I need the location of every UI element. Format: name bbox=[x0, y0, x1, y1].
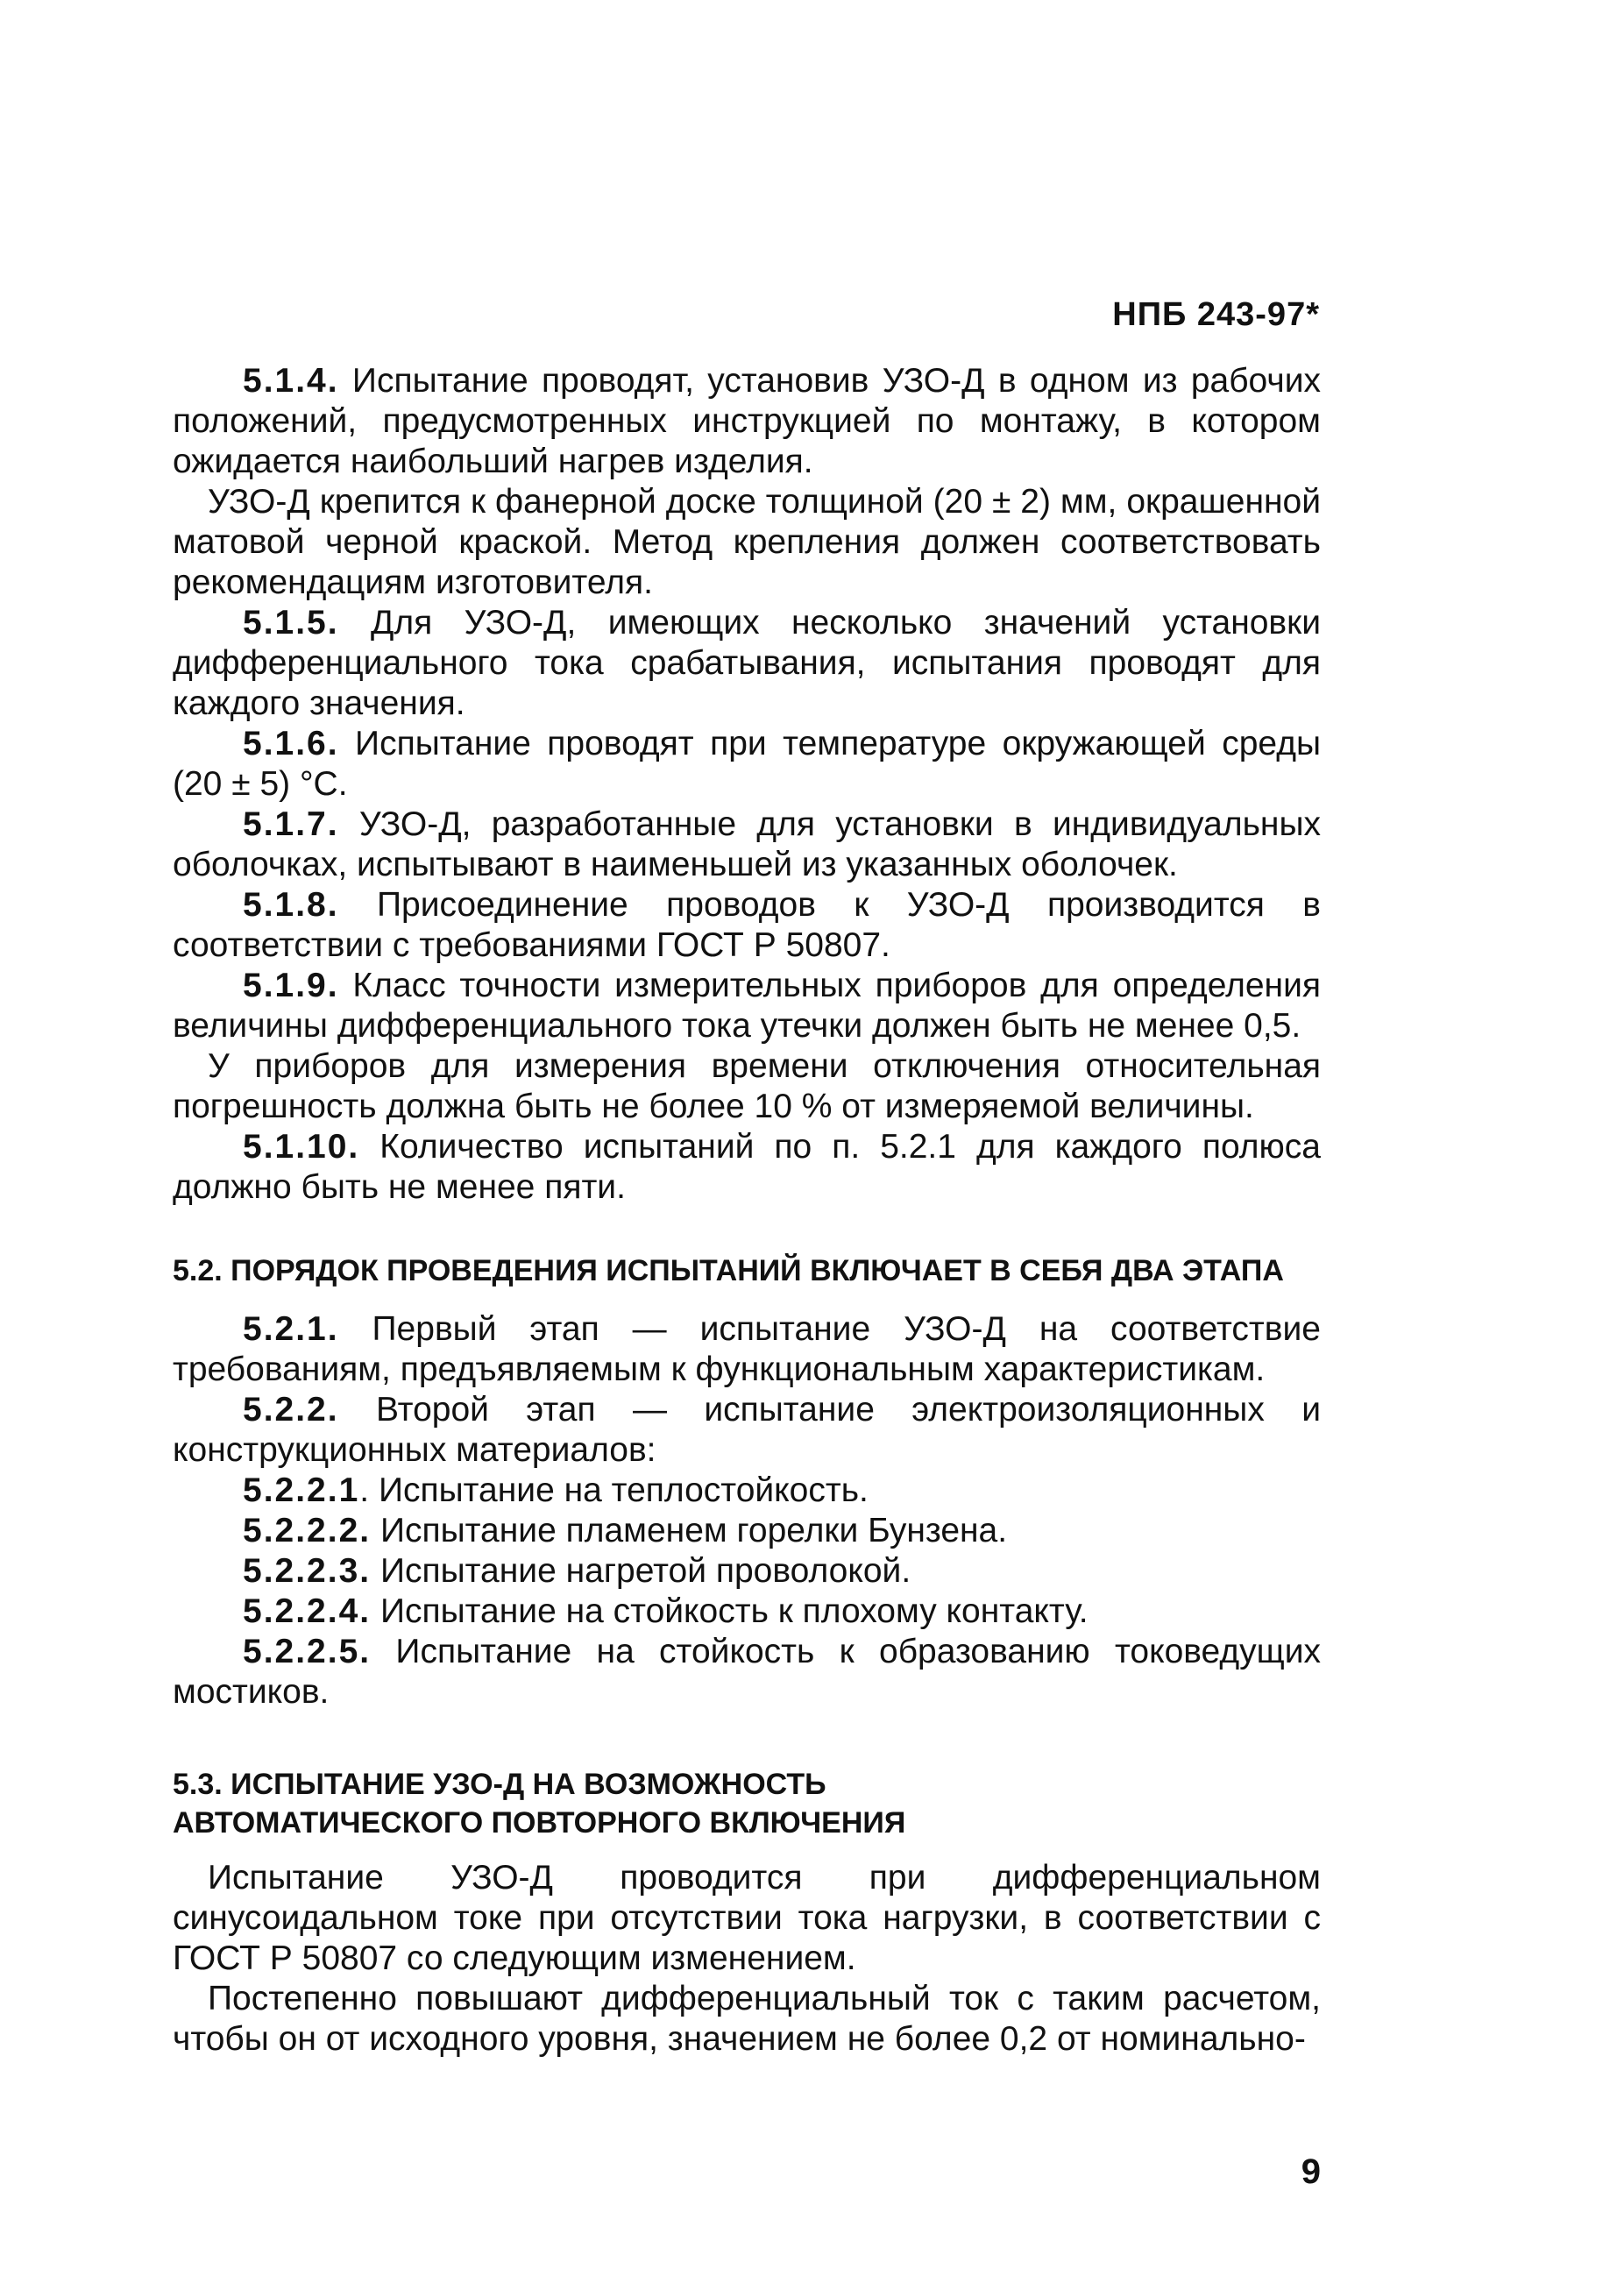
paragraph-5-1-8 bbox=[173, 885, 1321, 966]
clause-number: 5.2.2.5. bbox=[243, 1633, 372, 1670]
paragraph-5-1-10 bbox=[173, 1127, 1321, 1208]
paragraph-text: У приборов для измерения времени отключения относительная погрешность должна быть не более 10 % от измеряемой величины. bbox=[173, 1047, 1321, 1125]
paragraph-text: Присоединение проводов к УЗО-Д производится в соответствии с требованиями ГОСТ Р 50807. bbox=[173, 886, 1321, 964]
paragraph-text: Испытание нагретой проволокой. bbox=[371, 1552, 911, 1590]
paragraph-text: Второй этап — испытание электроизоляционных и конструкционных материалов: bbox=[173, 1391, 1321, 1469]
clause-number: 5.2.2. bbox=[243, 1391, 339, 1429]
paragraph-5-3-intro: Испытание УЗО-Д проводится при дифференциальном синусоидальном токе при отсутствии тока нагрузки, в соответствии с ГОСТ Р 50807 со следующим изменением. bbox=[173, 1859, 1321, 1977]
paragraph-text: Испытание на стойкость к плохому контакту. bbox=[371, 1592, 1089, 1630]
paragraph-5-1-4 bbox=[173, 361, 1321, 482]
page-number: 9 bbox=[1301, 2152, 1321, 2191]
paragraph-text: Испытание проводят при температуре окружающей среды (20 ± 5) °С. bbox=[173, 725, 1321, 803]
paragraph-5-3-procedure: Постепенно повышают дифференциальный ток с таким расчетом, чтобы он от исходного уровня, значением не более 0,2 от номинально- bbox=[173, 1980, 1321, 2058]
section-heading-5-2: 5.2. ПОРЯДОК ПРОВЕДЕНИЯ ИСПЫТАНИЙ ВКЛЮЧАЕТ В СЕБЯ ДВА ЭТАПА bbox=[173, 1254, 1284, 1287]
paragraph-5-2-2-5 bbox=[173, 1632, 1321, 1712]
paragraph-text: Для УЗО-Д, имеющих несколько значений установки дифференциального тока срабатывания, испытания проводят для каждого значения. bbox=[173, 604, 1321, 722]
paragraph-5-2-2-2 bbox=[173, 1511, 1321, 1551]
paragraph-text: УЗО-Д, разработанные для установки в индивидуальных оболочках, испытывают в наименьшей из указанных оболочек. bbox=[173, 805, 1321, 883]
clause-number: 5.1.8. bbox=[243, 886, 339, 924]
clause-number: 5.1.10. bbox=[243, 1128, 360, 1166]
paragraph-5-1-6 bbox=[173, 724, 1321, 805]
paragraph-text: Испытание пламенем горелки Бунзена. bbox=[371, 1512, 1008, 1549]
paragraph-text: УЗО-Д крепится к фанерной доске толщиной (20 ± 2) мм, окрашенной матовой черной краской. Метод крепления должен соответствовать рекомендациям изготовителя. bbox=[173, 483, 1321, 601]
paragraph-text: Испытание на стойкость к образованию токоведущих мостиков. bbox=[173, 1633, 1321, 1711]
clause-number: 5.1.6. bbox=[243, 725, 339, 762]
clause-number: 5.1.4. bbox=[243, 362, 339, 400]
clause-number: 5.2.2.3. bbox=[243, 1552, 372, 1590]
paragraph-text: . Испытание на теплостойкость. bbox=[359, 1471, 869, 1509]
document-code-header: НПБ 243-97* bbox=[1112, 296, 1320, 333]
paragraph-mounting bbox=[173, 482, 1321, 603]
paragraph-5-1-9 bbox=[173, 966, 1321, 1046]
section-heading-5-3-line2: АВТОМАТИЧЕСКОГО ПОВТОРНОГО ВКЛЮЧЕНИЯ bbox=[173, 1806, 906, 1840]
clause-number: 5.1.9. bbox=[243, 967, 339, 1004]
clause-number: 5.1.5. bbox=[243, 604, 339, 642]
clause-number: 5.2.2.1 bbox=[243, 1471, 360, 1509]
paragraph-text: Испытание проводят, установив УЗО-Д в одном из рабочих положений, предусмотренных инструкцией по монтажу, в котором ожидается наибольший нагрев изделия. bbox=[173, 362, 1321, 480]
paragraph-accuracy bbox=[173, 1046, 1321, 1127]
clause-number: 5.2.1. bbox=[243, 1310, 339, 1348]
clause-number: 5.2.2.2. bbox=[243, 1512, 372, 1549]
paragraph-5-2-2-4 bbox=[173, 1592, 1321, 1632]
clause-number: 5.2.2.4. bbox=[243, 1592, 372, 1630]
paragraph-5-2-2 bbox=[173, 1390, 1321, 1471]
page-content bbox=[173, 361, 1321, 2060]
clause-number: 5.1.7. bbox=[243, 805, 339, 843]
paragraph-5-1-7 bbox=[173, 805, 1321, 885]
paragraph-5-2-2-3 bbox=[173, 1551, 1321, 1592]
section-heading-5-3-line1: 5.3. ИСПЫТАНИЕ УЗО-Д НА ВОЗМОЖНОСТЬ bbox=[173, 1768, 826, 1801]
paragraph-text: Количество испытаний по п. 5.2.1 для каждого полюса должно быть не менее пяти. bbox=[173, 1128, 1321, 1206]
paragraph-5-2-1 bbox=[173, 1309, 1321, 1390]
paragraph-5-2-2-1 bbox=[173, 1471, 1321, 1511]
paragraph-text: Первый этап — испытание УЗО-Д на соответствие требованиям, предъявляемым к функциональным характеристикам. bbox=[173, 1310, 1321, 1388]
paragraph-5-1-5 bbox=[173, 603, 1321, 724]
paragraph-text: Класс точности измерительных приборов для определения величины дифференциального тока утечки должен быть не менее 0,5. bbox=[173, 967, 1321, 1045]
